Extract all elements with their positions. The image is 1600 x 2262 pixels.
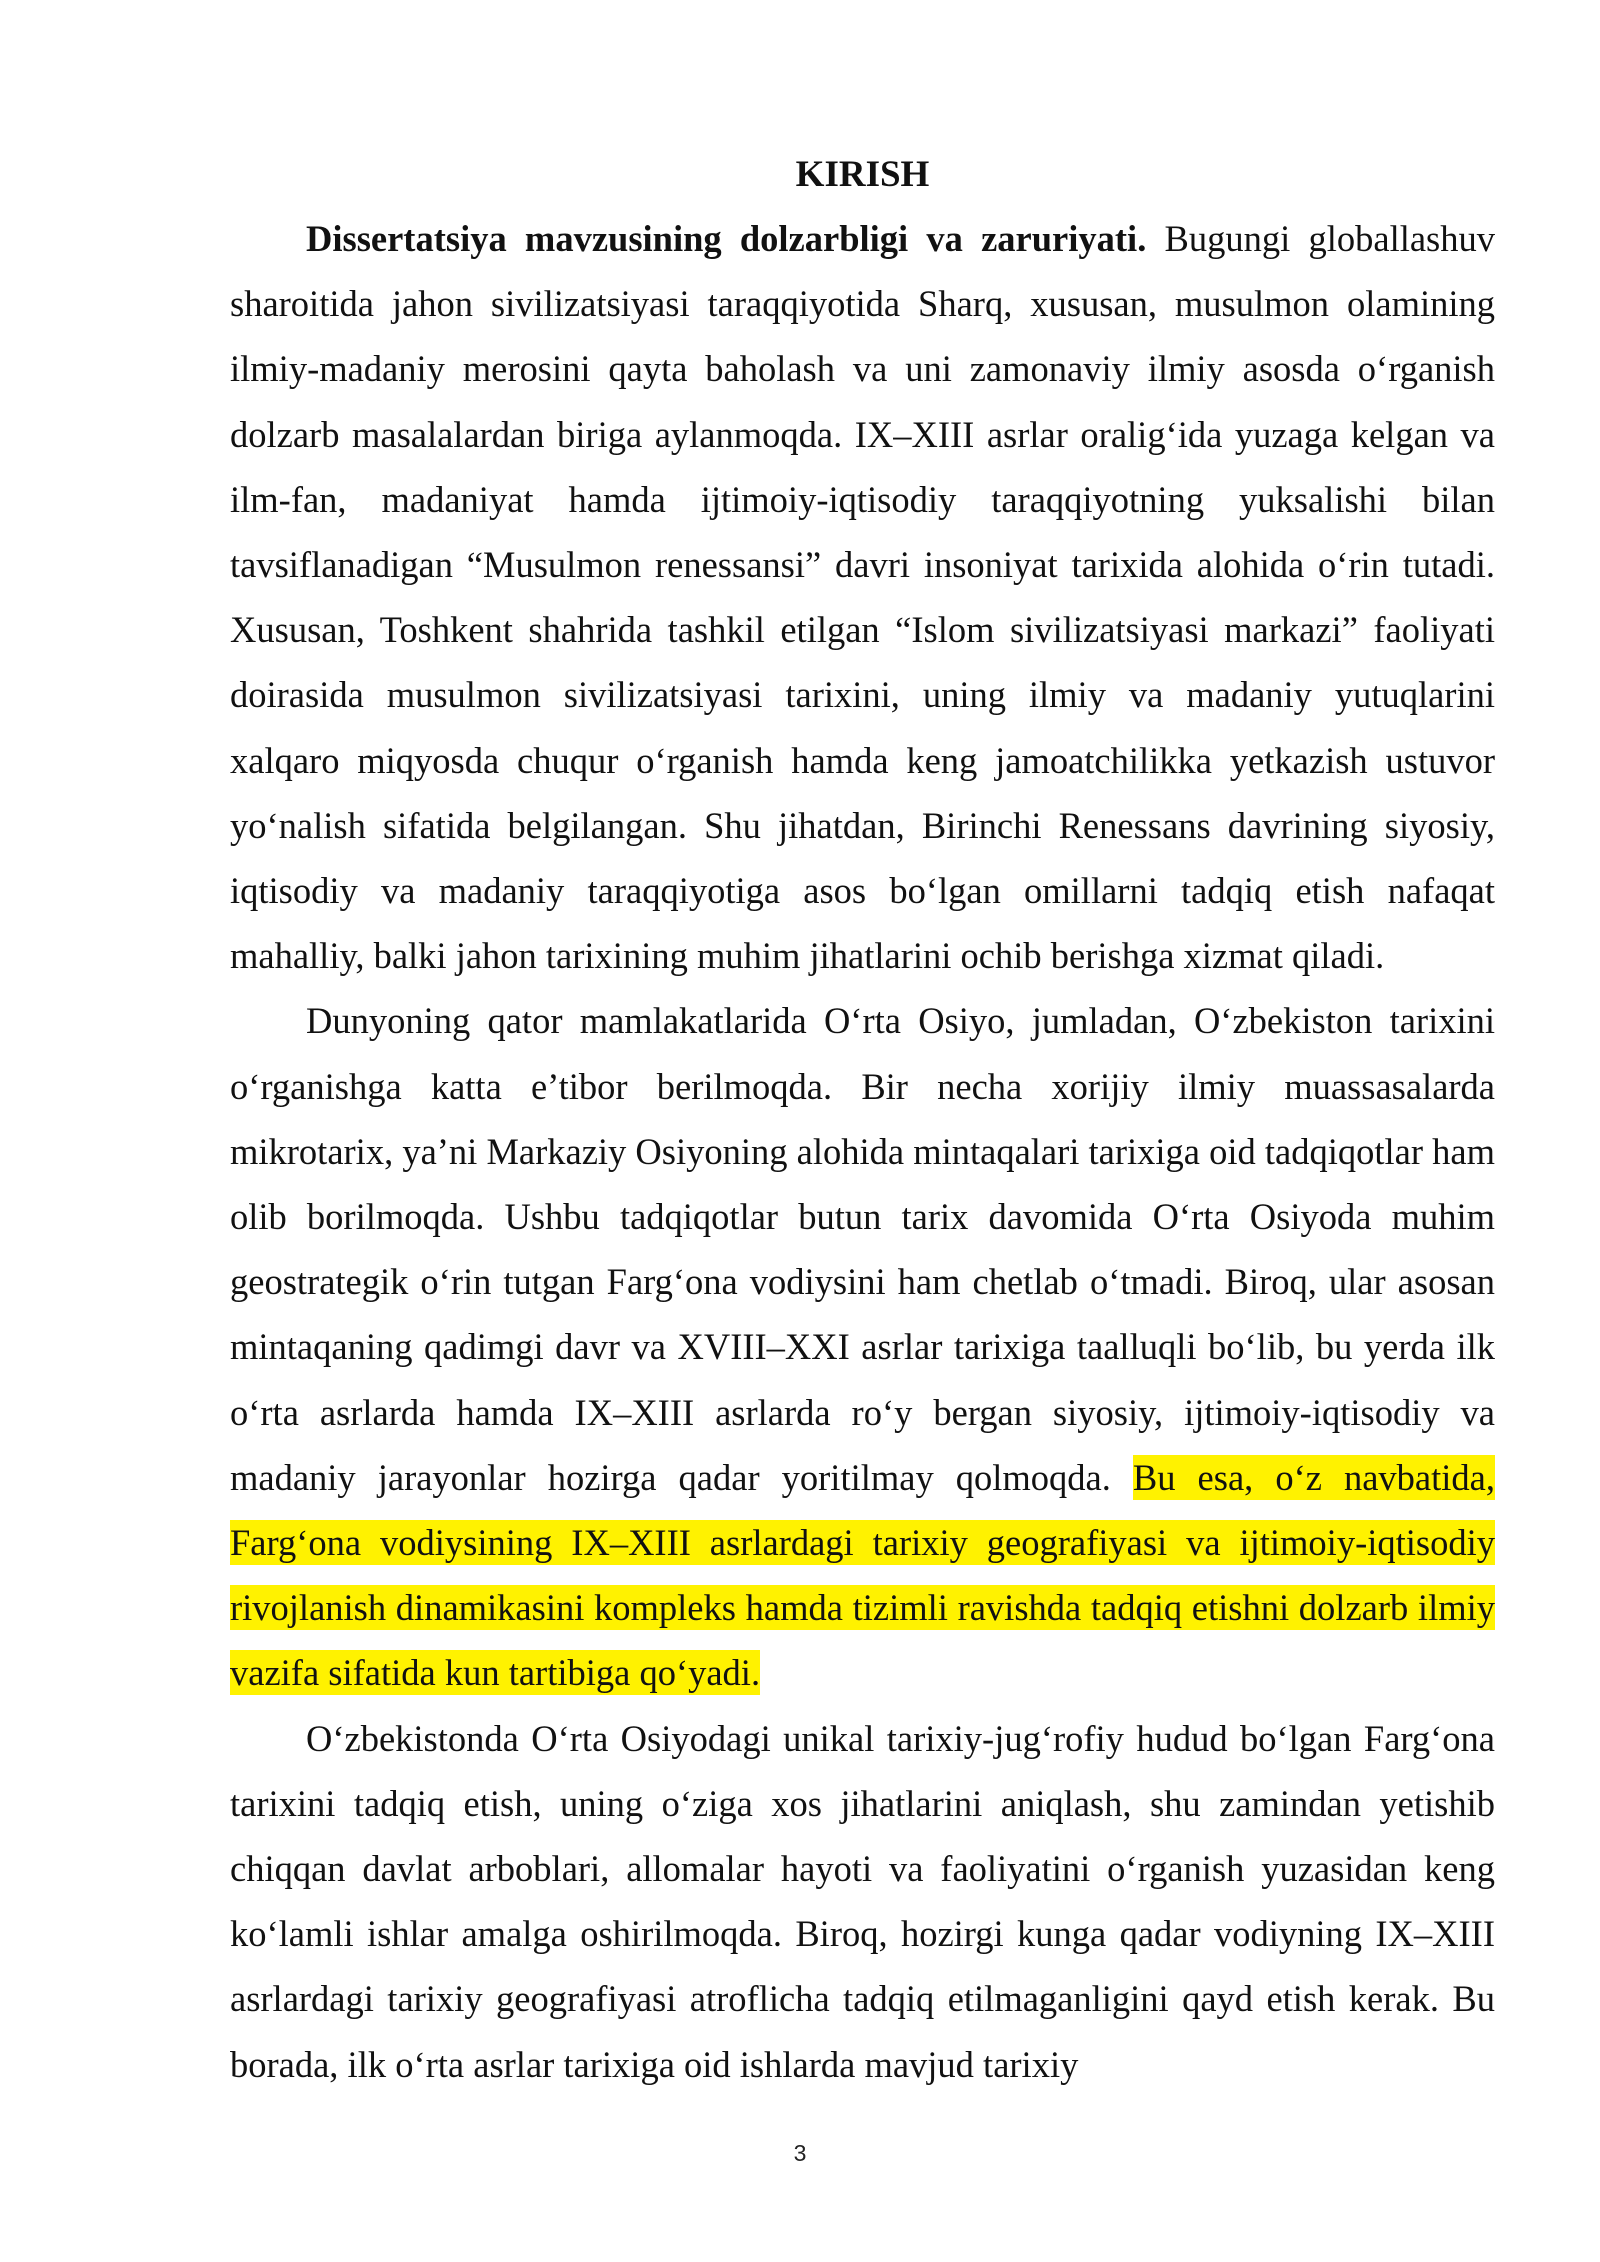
paragraph-text: O‘zbekistonda O‘rta Osiyodagi unikal tarixiy-jug‘rofiy hudud bo‘lgan Farg‘ona tarixini tadqiq etish, uning o‘ziga xos jihatlarini aniqlash, shu zamindan yetishib chiqqan davlat arboblari, allomalar hayoti va faoliyatini o‘rganish yuzasidan keng ko‘lamli ishlar amalga oshirilmoqda. Biroq, hozirgi kunga qadar vodiyning IX–XIII asrlardagi tarixiy geografiyasi atroflicha tadqiq etilmaganligini qayd etish kerak. Bu borada, ilk o‘rta asrlar tarixiga oid ishlarda mavjud tarixiy — [230, 1717, 1495, 2085]
paragraph-text: Bugungi globallashuv sharoitida jahon sivilizatsiyasi taraqqiyotida Sharq, xususan, musulmon olamining ilmiy-madaniy merosini qayta baholash va uni zamonaviy ilmiy asosda o‘rganish dolzarb masalalardan biriga aylanmoqda. IX–XIII asrlar oralig‘ida yuzaga kelgan va ilm-fan, madaniyat hamda ijtimoiy-iqtisodiy taraqqiyotning yuksalishi bilan tavsiflanadigan “Musulmon renessansi” davri insoniyat tarixida alohida o‘rin tutadi. Xususan, Toshkent shahrida tashkil etilgan “Islom sivilizatsiyasi markazi” faoliyati doirasida musulmon sivilizatsiyasi tarixini, uning ilmiy va madaniy yutuqlarini xalqaro miqyosda chuqur o‘rganish hamda keng jamoatchilikka yetkazish ustuvor yo‘nalish sifatida belgilangan. Shu jihatdan, Birinchi Renessans davrining siyosiy, iqtisodiy va madaniy taraqqiyotiga asos bo‘lgan omillarni tadqiq etish nafaqat mahalliy, balki jahon tarixining muhim jihatlarini ochib berishga xizmat qiladi. — [230, 218, 1496, 977]
paragraph-foreign-research — [230, 988, 1495, 1705]
paragraph-text: Dunyoning qator mamlakatlarida O‘rta Osiyo, jumladan, O‘zbekiston tarixini o‘rganishga katta e’tibor berilmoqda. Bir necha xorijiy ilmiy muassasalarda mikrotarix, ya’ni Markaziy Osiyoning alohida mintaqalari tarixiga oid tadqiqotlar ham olib borilmoqda. Ushbu tadqiqotlar butun tarix davomida O‘rta Osiyoda muhim geostrategik o‘rin tutgan Farg‘ona vodiysini ham chetlab o‘tmadi. Biroq, ular asosan mintaqaning qadimgi davr va XVIII–XXI asrlar tarixiga taalluqli bo‘lib, bu yerda ilk o‘rta asrlarda hamda IX–XIII asrlarda ro‘y bergan siyosiy, ijtimoiy-iqtisodiy va madaniy jarayonlar hozirga qadar yoritilmay qolmoqda. — [230, 1000, 1495, 1498]
paragraph-lead-heading: Dissertatsiya mavzusining dolzarbligi va zaruriyati. — [306, 218, 1147, 259]
highlighted-text: Bu esa, o‘z navbatida, Farg‘ona vodiysining IX–XIII asrlardagi tarixiy geografiyasi va ijtimoiy-iqtisodiy rivojlanish dinamikasini kompleks hamda tizimli ravishda tadqiq etishni dolzarb ilmiy vazifa sifatida kun tartibiga qo‘yadi. — [230, 1456, 1495, 1694]
document-page — [230, 150, 1495, 2097]
paragraph-uzbekistan-research — [230, 1706, 1495, 2097]
paragraph-relevance — [230, 206, 1495, 988]
page-number: 3 — [793, 2140, 807, 2166]
section-title: KIRISH — [795, 154, 930, 195]
